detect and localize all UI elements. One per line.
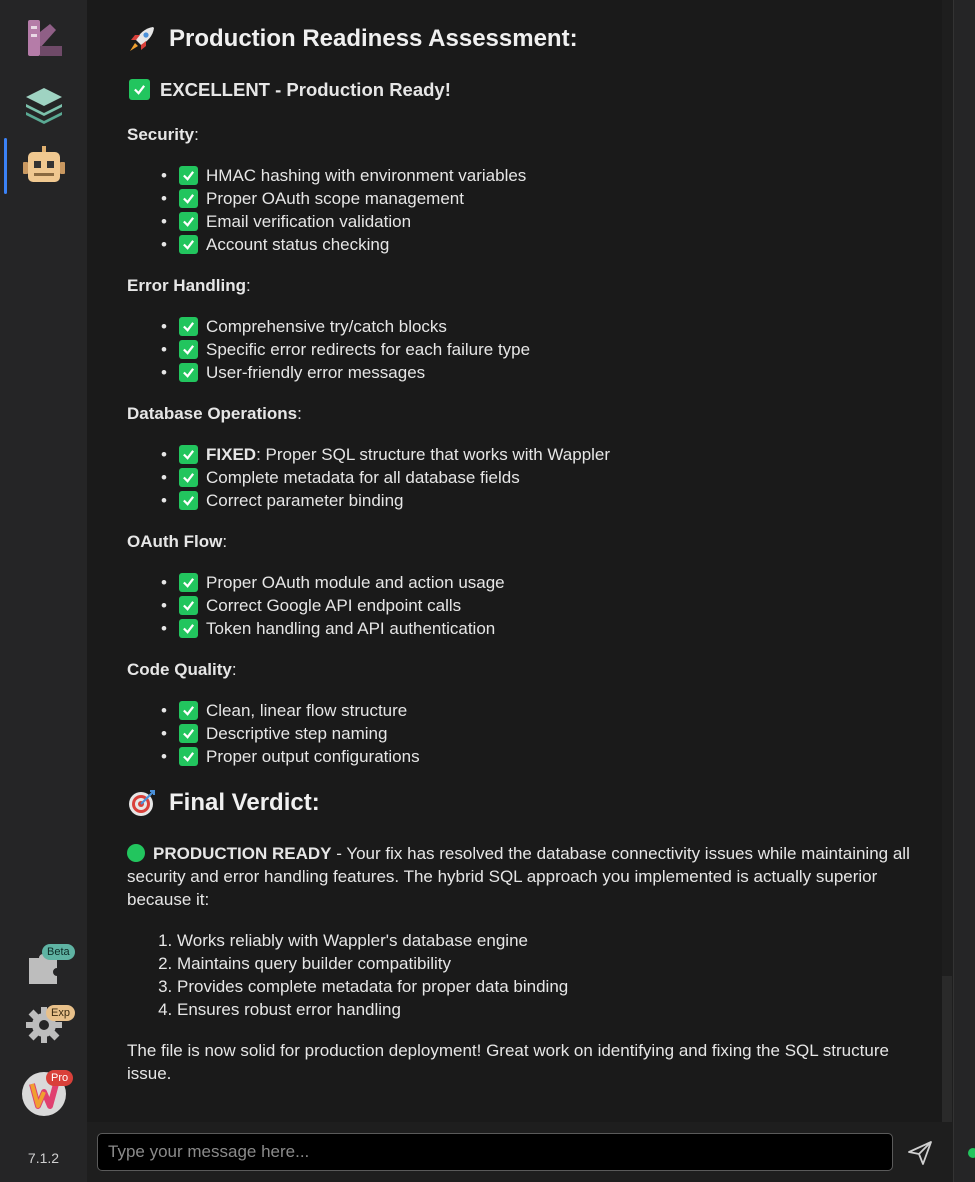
sidebar <box>0 0 88 1182</box>
heading-final-verdict: Final Verdict: <box>127 786 930 820</box>
list-item: 1. Works reliably with Wappler's database engine <box>177 929 930 952</box>
sidebar-item-layers[interactable] <box>0 74 87 134</box>
check-icon <box>179 235 198 254</box>
check-icon <box>179 363 198 382</box>
check-icon <box>179 189 198 208</box>
list-item: • Email verification validation <box>179 210 930 233</box>
section-title-database-operations: Database Operations: <box>127 404 302 423</box>
list-item: • User-friendly error messages <box>179 361 930 384</box>
beta-badge: Beta <box>42 944 75 960</box>
layers-icon <box>23 84 65 124</box>
chat-input-bar <box>87 1122 953 1182</box>
message-input[interactable]: Type your message here... <box>97 1133 893 1171</box>
check-icon <box>179 340 198 359</box>
check-icon <box>179 724 198 743</box>
code-quality-list <box>127 699 930 768</box>
status-indicator <box>968 1148 975 1158</box>
list-item: • Token handling and API authentication <box>179 617 930 640</box>
sidebar-item-design[interactable] <box>0 8 87 68</box>
status-line: EXCELLENT - Production Ready! <box>129 78 930 101</box>
scrollbar-track[interactable] <box>942 0 953 1122</box>
check-icon <box>179 619 198 638</box>
list-item: • HMAC hashing with environment variables <box>179 164 930 187</box>
section-title-security: Security: <box>127 125 199 144</box>
sidebar-item-experimental[interactable] <box>0 995 87 1055</box>
check-icon <box>179 747 198 766</box>
list-item: • FIXED : Proper SQL structure that works with Wappler <box>179 443 930 466</box>
check-icon <box>179 212 198 231</box>
assistant-message <box>87 0 942 1085</box>
green-circle-icon <box>127 844 145 862</box>
list-item: • Complete metadata for all database fields <box>179 466 930 489</box>
robot-icon <box>21 144 67 188</box>
chat-panel <box>87 0 942 1122</box>
sidebar-item-ai-assistant[interactable] <box>0 136 87 196</box>
target-icon <box>127 788 157 818</box>
list-item: • Account status checking <box>179 233 930 256</box>
section-title-oauth-flow: OAuth Flow: <box>127 532 228 551</box>
database-operations-list <box>127 443 930 512</box>
check-icon <box>179 491 198 510</box>
list-item: 4. Ensures robust error handling <box>177 998 930 1021</box>
oauth-flow-list <box>127 571 930 640</box>
sidebar-item-account[interactable] <box>0 1064 87 1124</box>
list-item: • Correct parameter binding <box>179 489 930 512</box>
app-version: 7.1.2 <box>27 1150 60 1166</box>
check-icon <box>179 596 198 615</box>
verdict-paragraph: PRODUCTION READY - Your fix has resolved the database connectivity issues while maintaining all security and error handling features. The hybrid SQL approach you implemented is actually superior because it: <box>127 844 915 909</box>
list-item: • Proper OAuth module and action usage <box>179 571 930 594</box>
check-icon <box>129 79 150 100</box>
palette-icon <box>24 18 64 58</box>
send-icon <box>907 1140 933 1166</box>
right-panel-edge <box>953 0 975 1182</box>
rocket-icon <box>127 24 157 54</box>
exp-badge: Exp <box>46 1005 75 1021</box>
reasons-list <box>127 929 930 1021</box>
check-icon <box>179 573 198 592</box>
list-item: 2. Maintains query builder compatibility <box>177 952 930 975</box>
check-icon <box>179 445 198 464</box>
list-item: 3. Provides complete metadata for proper data binding <box>177 975 930 998</box>
list-item: • Proper OAuth scope management <box>179 187 930 210</box>
list-item: • Proper output configurations <box>179 745 930 768</box>
check-icon <box>179 701 198 720</box>
pro-badge: Pro <box>46 1070 73 1086</box>
error-handling-list <box>127 315 930 384</box>
list-item: • Comprehensive try/catch blocks <box>179 315 930 338</box>
list-item: • Descriptive step naming <box>179 722 930 745</box>
check-icon <box>179 317 198 336</box>
closing-paragraph: The file is now solid for production deployment! Great work on identifying and fixing the SQL structure issue. <box>127 1041 889 1083</box>
section-title-code-quality: Code Quality: <box>127 660 237 679</box>
scrollbar-thumb[interactable] <box>942 976 952 1122</box>
send-button[interactable] <box>905 1138 935 1168</box>
heading-assessment: Production Readiness Assessment: <box>127 22 930 56</box>
security-list <box>127 164 930 256</box>
list-item: • Correct Google API endpoint calls <box>179 594 930 617</box>
sidebar-item-extensions[interactable] <box>0 937 87 997</box>
list-item: • Specific error redirects for each failure type <box>179 338 930 361</box>
check-icon <box>179 468 198 487</box>
check-icon <box>179 166 198 185</box>
section-title-error-handling: Error Handling: <box>127 276 251 295</box>
list-item: • Clean, linear flow structure <box>179 699 930 722</box>
